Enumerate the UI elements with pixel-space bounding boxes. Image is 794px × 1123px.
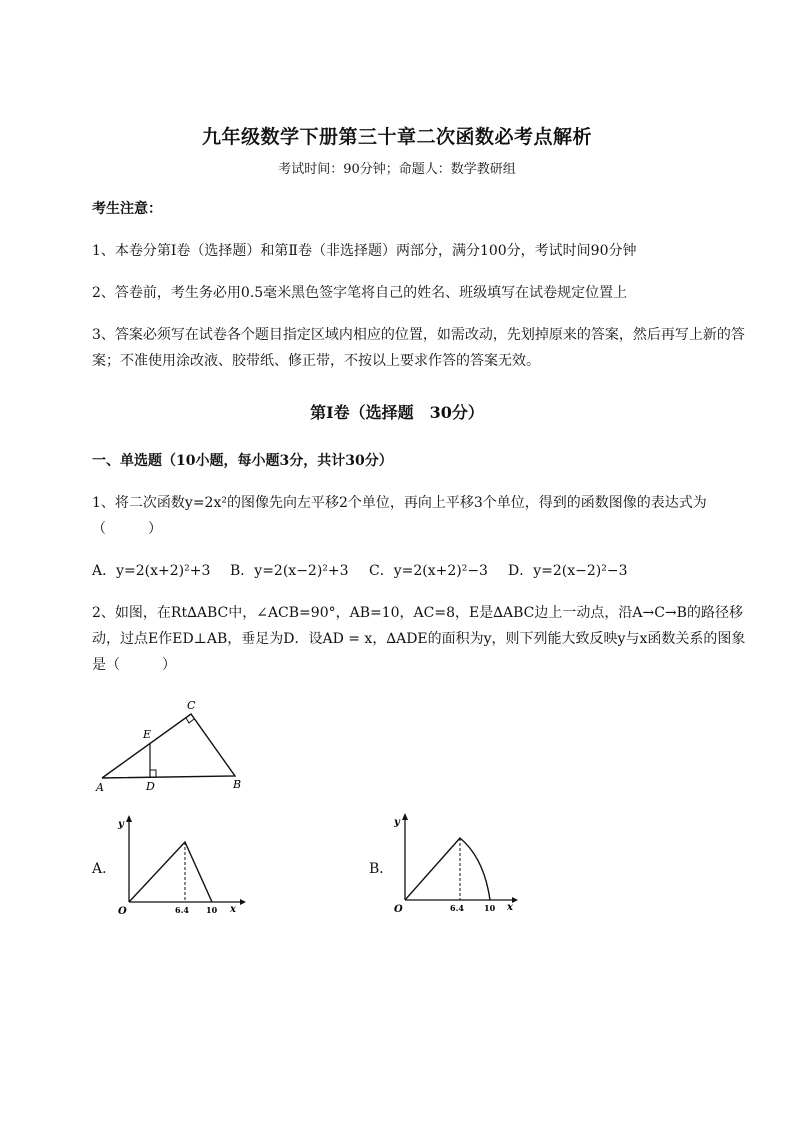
graph-b[interactable] [388, 810, 523, 916]
graph-b-curve [405, 838, 490, 900]
notice-item-3: 3、答案必须写在试卷各个题目指定区域内相应的位置，如需改动，先划掉原来的答案，然后再写上新的答案；不准使用涂改液、胶带纸、修正带，不按以上要求作答的答案无效。 [92, 327, 745, 369]
triangle-figure [90, 696, 260, 796]
label-e: E [143, 728, 152, 741]
label-d: D [146, 780, 155, 793]
notice-item-2: 2、答卷前，考生务必用0.5毫米黑色签字笔将自己的姓名、班级填写在试卷规定位置上 [92, 285, 628, 301]
question-1-option-c[interactable]: C．y=2(x+2)²−3 [369, 563, 488, 579]
question-1-option-d[interactable]: D．y=2(x−2)²−3 [508, 563, 628, 579]
option-b-label[interactable]: B． [369, 861, 394, 877]
graph-a-curve [129, 842, 212, 902]
label-b: B [233, 778, 242, 791]
right-angle-d [150, 770, 156, 777]
notice-item-1: 1、本卷分第I卷（选择题）和第Ⅱ卷（非选择题）两部分，满分100分，考试时间90分钟 [92, 243, 637, 259]
y-axis-arrow [126, 815, 132, 822]
right-angle-c [186, 718, 194, 723]
tick-label-6-4: 6.4 [450, 903, 464, 913]
x-axis-arrow [240, 899, 246, 905]
triangle-abc [102, 714, 235, 778]
part-heading: 第I卷（选择题 30分） [310, 403, 484, 422]
notice-heading: 考生注意： [92, 201, 162, 217]
section-heading: 一、单选题（10小题，每小题3分，共计30分） [92, 453, 393, 469]
question-1-options [92, 558, 752, 584]
x-label: x [507, 902, 513, 913]
exam-info: 考试时间：90分钟；命题人：数学教研组 [278, 162, 516, 177]
y-label: y [394, 817, 400, 828]
y-axis-arrow [402, 813, 408, 820]
origin-label: O [394, 904, 403, 915]
label-a: A [96, 781, 104, 794]
x-label: x [230, 904, 236, 915]
label-c: C [187, 699, 196, 712]
tick-label-10: 10 [484, 903, 496, 913]
y-label: y [118, 819, 124, 830]
tick-label-6-4: 6.4 [175, 905, 189, 915]
tick-label-10: 10 [206, 905, 218, 915]
question-1-option-b[interactable]: B．y=2(x−2)²+3 [230, 563, 349, 579]
question-1-stem: 1、将二次函数y=2x²的图像先向左平移2个单位，再向上平移3个单位，得到的函数图像的表达式为（ ） [92, 495, 707, 537]
option-a-label[interactable]: A． [92, 861, 117, 877]
question-1-option-a[interactable]: A．y=2(x+2)²+3 [92, 563, 211, 579]
origin-label: O [118, 906, 127, 917]
page-title: 九年级数学下册第三十章二次函数必考点解析 [201, 126, 592, 148]
question-2-stem: 2、如图，在Rt∆ABC中，∠ACB=90°，AB=10，AC=8，E是∆ABC边上一动点，沿A→C→B的路径移动，过点E作ED⊥AB，垂足为D．设AD = x，∆ADE的面积为y，则下列能大致反映y与x函数关系的图象是（ ） [92, 605, 746, 673]
graph-a[interactable] [112, 812, 247, 918]
